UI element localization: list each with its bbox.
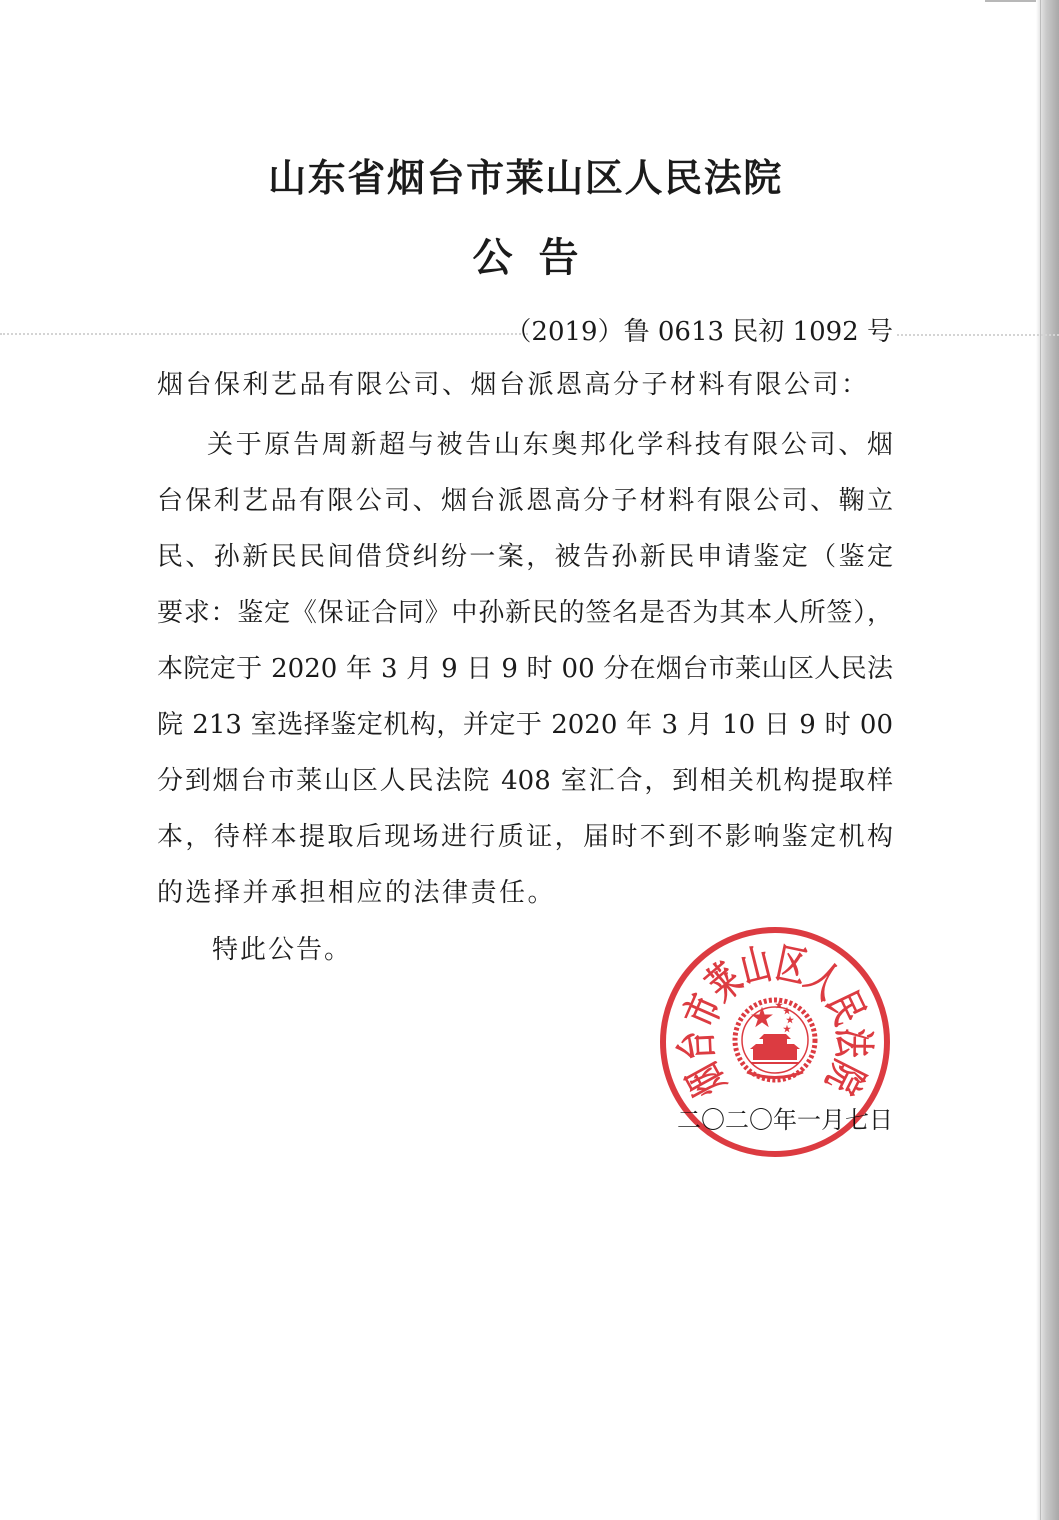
seal-lettering-path: 烟台市莱山区人民法院 [670, 935, 880, 1113]
body-line: 本院定于 2020 年 3 月 9 日 9 时 00 分在烟台市莱山区人民法 [157, 654, 893, 684]
body-line: 院 213 室选择鉴定机构，并定于 2020 年 3 月 10 日 9 时 00 [157, 710, 893, 740]
emblem-small-star-icon [786, 1016, 794, 1024]
emblem-gate-base [751, 1062, 799, 1064]
case-number: （2019）鲁 0613 民初 1092 号 [505, 317, 893, 347]
body-line-last: 的选择并承担相应的法律责任。 [157, 878, 557, 908]
body-line: 分到烟台市莱山区人民法院 408 室汇合，到相关机构提取样 [157, 766, 893, 796]
issue-date: 二〇二〇年一月七日 [677, 1106, 893, 1134]
body-line: 关于原告周新超与被告山东奥邦化学科技有限公司、烟 [207, 430, 893, 460]
body-line: 要求：鉴定《保证合同》中孙新民的签名是否为其本人所签）， [157, 598, 893, 628]
emblem-gate-lower-roof [750, 1044, 800, 1049]
document-type-heading: 公 告 [472, 234, 579, 281]
emblem-gate-lower-body [753, 1049, 797, 1060]
body-line: 本，待样本提取后现场进行质证，届时不到不影响鉴定机构 [157, 822, 893, 852]
emblem-large-star-icon [751, 1007, 773, 1028]
emblem-gate-upper-body [763, 1039, 787, 1044]
emblem-gate-upper-roof [759, 1034, 791, 1039]
closing-phrase: 特此公告。 [212, 935, 353, 965]
court-seal [655, 922, 895, 1162]
body-line: 民、孙新民民间借贷纠纷一案，被告孙新民申请鉴定（鉴定 [157, 542, 893, 572]
emblem-small-star-icon [783, 1025, 791, 1033]
court-name-heading: 山东省烟台市莱山区人民法院 [268, 155, 783, 200]
body-line: 台保利艺品有限公司、烟台派恩高分子材料有限公司、鞠立 [157, 486, 893, 516]
addressee: 烟台保利艺品有限公司、烟台派恩高分子材料有限公司： [157, 370, 870, 400]
national-emblem-icon [735, 1000, 815, 1080]
scan-artifact-line-right [897, 334, 1059, 336]
